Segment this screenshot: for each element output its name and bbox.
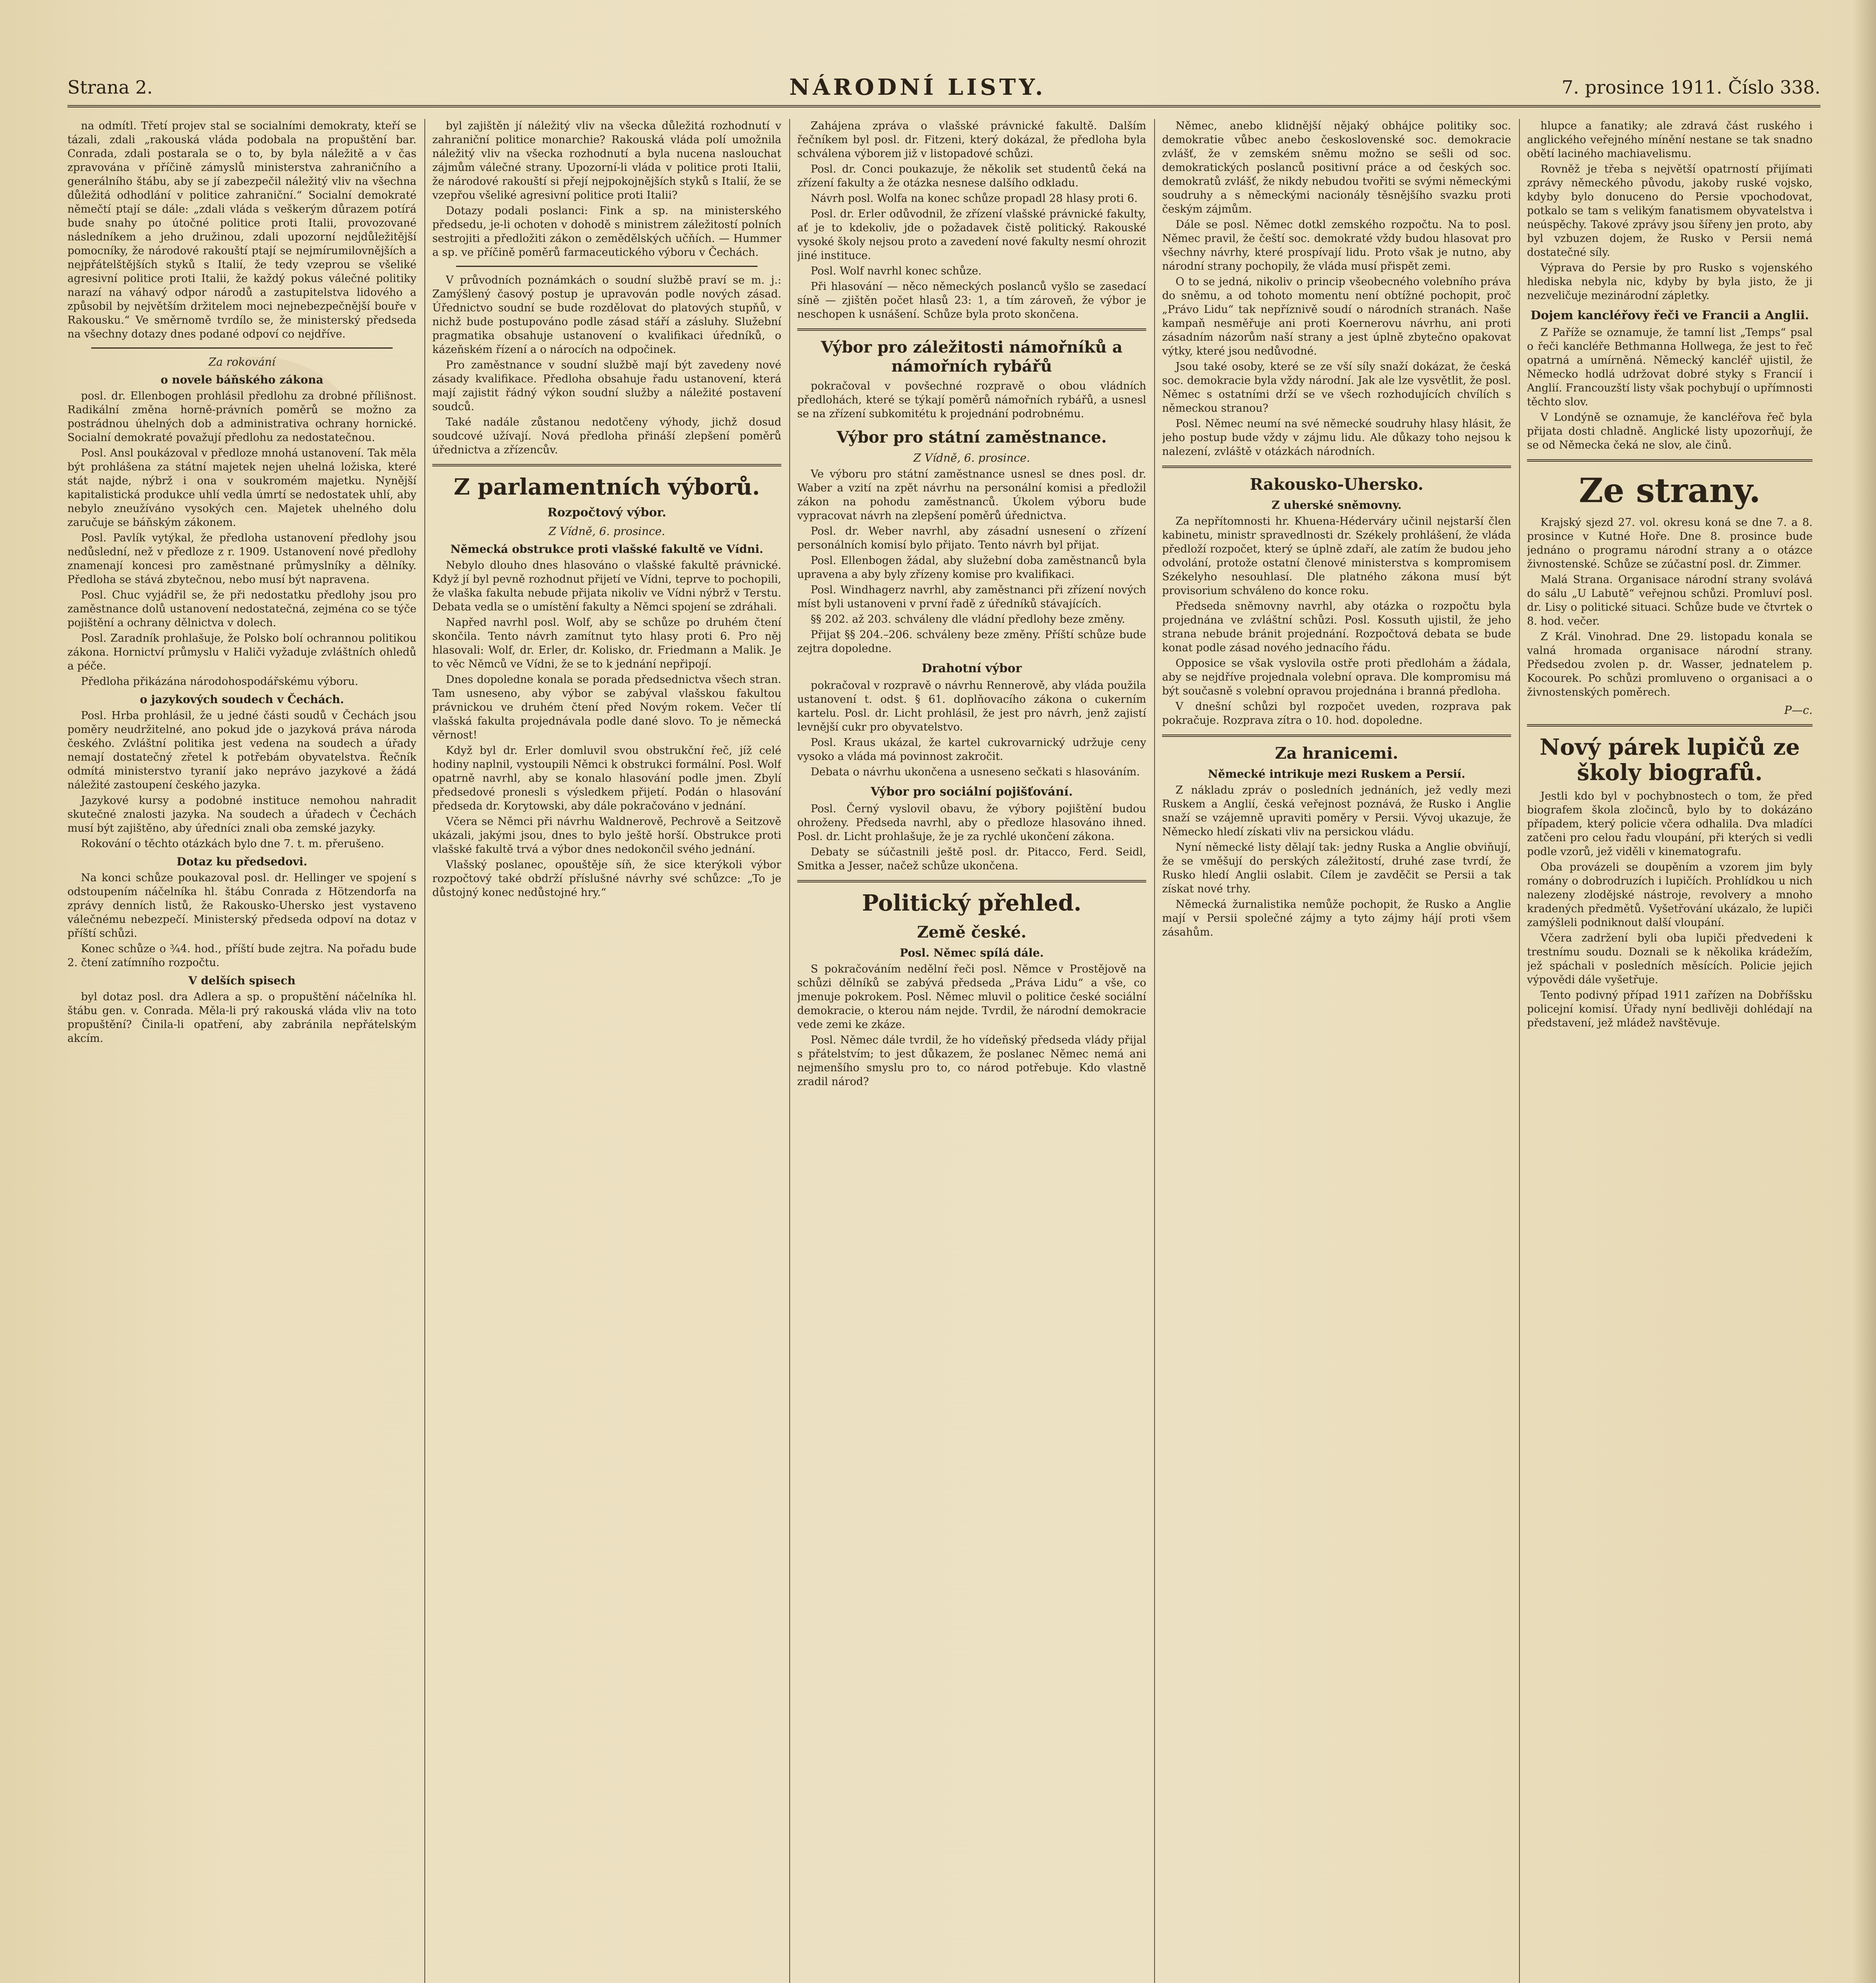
section-divider [1527,724,1813,727]
paragraph: Pro zaměstnance v soudní službě mají být zavedeny nové zásady kvalifikace. Předloha obsahuje řadu ustanovení, která mají zajistit řádný výkon soudní služby a náležité postavení soudců. [432,359,781,413]
section-subheading: Rozpočtový výbor. [547,506,666,520]
paragraph: pokračoval v povšechné rozpravě o obou vládních předlohách, které se týkají poměrů námořních rybářů, a usnesl se na zřízení subkomitétu k projednání podrobnému. [797,380,1146,420]
paragraph: Z Král. Vinohrad. Dne 29. listopadu konala se valná hromada organisace národní strany. Předsedou zvolen p. dr. Wasser, jednatelem p. Kocourek. Po schůzi promluveno o organisaci a o živnostenských poměrech. [1527,631,1813,698]
section-heading: Výbor pro státní zaměstnance. [836,428,1107,447]
paragraph: §§ 202. až 203. schváleny dle vládní předlohy beze změny. [811,613,1125,625]
section-subheading: Z uherské sněmovny. [1272,499,1402,512]
author-signature: P—c. [1784,704,1813,717]
paragraph: Malá Strana. Organisace národní strany svolává do sálu „U Labutě“ veřejnou schůzi. Promluví posl. dr. Lisy o politické situaci. Schůze bude ve čtvrtek o 8. hod. večer. [1527,573,1813,627]
paragraph: Opposice se však vyslovila ostře proti předlohám a žádala, aby se nejdříve projednala volební oprava. Dle kompromisu má být současně s volební opravou projednána i branná předloha. [1162,657,1511,697]
section-subheading: V delších spisech [188,974,296,987]
paragraph: Posl. Němec neumí na své německé soudruhy hlasy hlásit, že jeho postup bude vždy v zájmu lidu. Ale důkazy toho nejsou k nalezení, zvláště v otázkách národních. [1162,418,1511,458]
paragraph: Posl. Windhagerz navrhl, aby zaměstnanci při zřízení nových míst byli ustanoveni v první řadě z úředníků stávajících. [797,584,1146,610]
column-rule [424,119,425,1983]
column-rule [1154,119,1155,1983]
paragraph: Vlašský poslanec, opouštěje síň, že sice kterýkoli výbor rozpočtový také obdrží příslušné návrhy své schůzce: „To je důstojný konec nedůstojné hry.“ [432,859,781,899]
paragraph: Posl. dr. Erler odůvodnil, že zřízení vlašské právnické fakulty, ať je to kdekoliv, jde o požadavek čistě politický. Rakouské vysoké školy nejsou proto a zavedení nové fakulty nesmí ohrozit jiné instituce. [797,208,1146,262]
paragraph: Posl. Černý vyslovil obavu, že výbory pojištění budou ohroženy. Předseda navrhl, aby o předloze hlasováno ihned. Posl. dr. Licht prohlašuje, že je za rychlé ukončení zákona. [797,803,1146,843]
section-divider [797,328,1146,331]
section-subheading: Posl. Němec spílá dále. [900,946,1044,959]
paragraph: Posl. Pavlík vytýkal, že předloha ustanovení předlohy jsou nedůslední, než v předloze z r. 1909. Ustanovení nové předlohy znamenají koncesi pro zaměstnané průmyslníky a dělníky. Předloha se stává zbytečnou, nebo musí být napravena. [67,532,416,586]
paragraph: Na konci schůze poukazoval posl. dr. Hellinger ve spojení s odstoupením náčelníka hl. štábu Conrada z Hötzendorfa na zprávy denních listů, že Rakousko-Uhersko jest vystaveno válečnému nebezpečí. Ministerský předseda odpoví na dotaz v příští schůzi. [67,872,416,940]
section-subheading: Dotaz ku předsedovi. [176,855,307,868]
paragraph: Dotazy podali poslanci: Fink a sp. na ministerského předsedu, je-li ochoten v dohodě s ministrem záležitostí polních sestrojiti a předložiti zákon o zemědělských učňích. — Hummer a sp. ve příčině poměrů farmaceutického výboru v Čechách. [432,205,781,259]
paragraph: O to se jedná, nikoliv o princip všeobecného volebního práva do sněmu, a od tohoto momentu není obtížné pochopit, proč „Právo Lidu“ tak nepříznivě soudí o národních stranách. Naše kampaň nesměřuje ani proti Koernerovu návrhu, ani proti zásadním názorům naší strany a jest úplně zbytečno opakovat výtky, které jsou nedůvodné. [1162,276,1511,357]
paragraph: Rovněž je třeba s největší opatrností přijímati zprávy německého původu, jakoby ruské vojsko, kdyby bylo donuceno do Persie vpochodovat, potkalo se tam s velikým fanatismem obyvatelstva i neúspěchy. Takové zprávy jsou šířeny jen proto, aby byl vzbuzen dojem, že Rusko v Persii nemá dostatečné síly. [1527,163,1813,259]
paragraph: Přijat §§ 204.–206. schváleny beze změny. Příští schůze bude zejtra dopoledne. [797,629,1146,655]
paragraph: Nebylo dlouho dnes hlasováno o vlašské fakultě právnické. Když jí byl pevně rozhodnut přijetí ve Vídni, teprve to pochopili, že vlaška fakulta nebude přijata nikoliv ve Vídni nýbrž v Terstu. Debata vedla se o umístění fakulty a Němci spojení se zdráhali. [432,559,781,613]
dateline: Z Vídně, 6. prosince. [913,451,1030,464]
paragraph: Posl. Chuc vyjádřil se, že při nedostatku předlohy jsou pro zaměstnance dolů ustanovení nedostatečná, zejména co se týče pojištění a ochrany dělnictva v dolech. [67,589,416,629]
paragraph: Z Paříže se oznamuje, že tamní list „Temps“ psal o řeči kancléře Bethmanna Hollwega, že jest to řeč opatrná a umírněná. Německý kancléř ujistil, že Německo hodlá udržovat dobré styky s Francií i Anglií. Francouzští listy však pochybují o upřímnosti těchto slov. [1527,326,1813,408]
paragraph: byl dotaz posl. dra Adlera a sp. o propuštění náčelníka hl. štábu gen. v. Conrada. Měla-li prý rakouská vláda vliv na toto propuštění? Činila-li opatření, aby zabránila nepřátelským akcím. [67,991,416,1045]
section-heading: Z parlamentních výborů. [454,474,760,500]
paragraph: Posl. dr. Conci poukazuje, že několik set studentů čeká na zřízení fakulty a že otázka nesnese dalšího odkladu. [797,163,1146,189]
paragraph: posl. dr. Ellenbogen prohlásil předlohu za drobné přílišnost. Radikální změna horně-právních poměrů se možno za postrádnou úhelných dob a administrativa ochrany hornické. Socialní demokraté považují předlohu za nedostatečnou. [67,390,416,444]
paragraph: Jestli kdo byl v pochybnostech o tom, že před biografem škola zločinců, bylo by to dokázáno případem, který policie včera odhalila. Dva mladíci zatčeni pro celou řadu vloupání, při kterých si vedli podle vzorů, jež viděli v kinematografu. [1527,790,1813,858]
section-subheading: Německá obstrukce proti vlašské fakultě ve Vídni. [450,543,763,556]
paragraph: Za nepřítomnosti hr. Khuena-Héderváry učinil nejstarší člen kabinetu, ministr spravedlnosti dr. Székely prohlášení, že vláda předloží rozpočet, který se úplně zdaří, ale zatím že budou jeho odvolání, protože ostatní členové ministerstva s kompromisem Székelyho nesouhlasí. Dle platného zákona musí být provisorium schváleno do konce roku. [1162,515,1511,597]
paragraph: Napřed navrhl posl. Wolf, aby se schůze po druhém čtení skončila. Tento návrh zamítnut tyto hlasy proti 6. Pro něj hlasovali: Wolf, dr. Erler, dr. Kolisko, dr. Friedmann a Malik. Je to věc Němců ve Vídni, že se to k jednání nepřipojí. [432,616,781,670]
paragraph: Předloha přikázána národohospodářskému výboru. [81,675,359,688]
paragraph: Posl. Wolf navrhl konec schůze. [811,265,982,277]
paragraph: Debata o návrhu ukončena a usneseno sečkati s hlasováním. [811,766,1140,778]
section-heading: Dojem kancléřovy řeči ve Francii a Anglii. [1531,309,1809,322]
dateline: Z Vídně, 6. prosince. [548,525,666,538]
paragraph: Také nadále zůstanou nedotčeny výhody, jichž dosud soudcové užívají. Nová předloha přináší zlepšení poměrů úřednictva a zřízencův. [432,416,781,456]
paragraph: Návrh posl. Wolfa na konec schůze propadl 28 hlasy proti 6. [811,192,1138,205]
section-heading: Ze strany. [1579,471,1761,510]
section-divider [1162,466,1511,468]
newspaper-title: NÁRODNÍ LISTY. [789,74,1046,100]
paragraph: Zahájena zpráva o vlašské právnické fakultě. Dalším řečníkem byl posl. dr. Fitzeni, který dokázal, že předloha byla schválena výborem již v listopadové schůzi. [797,120,1146,160]
paragraph: V průvodních poznámkách o soudní službě praví se m. j.: Zamýšlený časový postup je upravován podle nových zásad. Úřednictvo soudní se bude rozdělovat do platových stupňů, v nichž bude postupováno podle zásad stáří a zásluhy. Služební pragmatika obsahuje ustanovení o kvalifikaci úředníků, o kázeňském řízení a o nárocích na odpočinek. [432,274,781,356]
column-3 [797,119,1146,1983]
section-subheading: Za rokování [208,355,276,368]
section-heading: Výbor pro záležitosti námořníků a námořních rybářů [821,338,1123,376]
column-rule [789,119,790,1983]
paragraph: pokračoval v rozpravě o návrhu Rennerově, aby vláda použila ustanovení t. odst. § 61. doplňovacího zákona o cukerním kartelu. Posl. dr. Licht prohlásil, že jest pro návrh, jenž zajistí levnější cukr pro obyvatelstvo. [797,679,1146,733]
paragraph: na odmítl. Třetí projev stal se socialními demokraty, kteří se tázali, zdali „rakouská vláda podobala na propuštění bar. Conrada, zdali postarala se o to, by byla náležitě a v čas zpravována v příčině zámyslů ministerstva zahraničního a generálního štábu, aby se jí zabezpečil náležitý vliv na všechna důležitá odhodlání v politice zahraniční.“ Socialní demokraté němečtí ptají se dále: „zdali vláda s veškerým důrazem potírá bude snahy po útočné politice proti Italii, provozované následníkem a jeho družinou, zdali upozorní nejdůležitější pomocníky, že národové rakouští ptají se nejmírumilovnějších a nejpřátelštějších styků s Italií, že tedy vzeprou se všeliké agresivní politice proti Italii, že každý pokus válečné politiky narazí na váhavý odpor národů a zastupitelstva lidového a způsobil by největším držitelem moci nejnebezpečnější bouře v Rakousku.“ Ve směrnomě tvrdílo se, že ministerský předseda na všechny dotazy dnes podané odpoví co nejdříve. [67,120,416,340]
column-2 [432,119,781,1983]
column-5 [1527,119,1813,1983]
paragraph: Nyní německé listy dělají tak: jedny Ruska a Anglie obviňují, že se vměšují do perských záležitostí, druhé zase tvrdí, že Rusko hledí Anglii oslabit. Cílem je zavděčit se Persii a tak získat nové trhy. [1162,841,1511,895]
section-heading: Politický přehled. [862,890,1082,916]
paragraph: Oba provázeli se doupěním a vzorem jim byly romány o dobrodruzích i lupičích. Prohlídkou u nich nalezeny zlodějské nástroje, revolvery a mnoho kradených předmětů. Vyšetřování ukázalo, že lupiči zamýšleli podniknout další vloupání. [1527,861,1813,929]
paragraph: Výprava do Persie by pro Rusko s vojenského hlediska nebyla nic, kdyby by byla jisto, že ji nezveličuje mezinárodní zápletky. [1527,262,1813,302]
section-heading: Nový párek lupičů ze školy biografů. [1539,734,1800,786]
section-subheading: o novele báňského zákona [160,373,324,386]
divider [456,266,758,267]
paragraph: V Londýně se oznamuje, že kancléřova řeč byla přijata dosti chladně. Anglické listy upozorňují, že se od Německa čeká ne slov, ale činů. [1527,411,1813,451]
paragraph: S pokračováním nedělní řeči posl. Němce v Prostějově na schůzi dělníků se zabývá předseda „Práva Lidu“ a vše, co jmenuje pokrokem. Posl. Němec mluvil o politice české sociální demokracie, o kterou nám nejde. Tvrdil, že národní demokracie vede zemi ke zkáze. [797,963,1146,1031]
paragraph: byl zajištěn jí náležitý vliv na všecka důležitá rozhodnutí v zahraniční politice monarchie? Rakouská vláda polí umožnila náležitý vliv na všecka rozhodnutí a byla nucena naslouchat zájmům válečné strany. Upozorní-li vláda v politice proti Italii, že národové rakouští si přejí nejpokojnějších styků s Italií, že se vzepřou všeliké agresivní politice proti Italii? [432,120,781,201]
paragraph: Dále se posl. Němec dotkl zemského rozpočtu. Na to posl. Němec pravil, že čeští soc. demokraté vždy budou hlasovat pro všechny návrhy, které prospívají lidu. Proto však je nutno, aby národní strany pochopily, že vláda musí přispět zemi. [1162,219,1511,272]
issue-date: 7. prosince 1911. Číslo 338. [1561,77,1820,98]
column-rule [1519,119,1520,1983]
paragraph: Při hlasování — něco německých poslanců vyšlo se zasedací síně — zjištěn počet hlasů 23: 1, a tím zároveň, že výbor je neschopen k usnášení. Schůze byla proto skončena. [797,280,1146,320]
column-1 [67,119,416,1983]
paragraph: Němec, anebo klidnější nějaký obhájce politiky soc. demokratie vůbec anebo československé soc. demokracie zvlášť, že v zemském sněmu možno se sešli od soc. demokratických poslanců positivní práce a od českých soc. demokratů zvlášť, že nikdy nebudou tvořiti se svými německými soudruhy a s německými nacionály těsnějšího svazku proti českým zájmům. [1162,120,1511,215]
column-4 [1162,119,1511,1983]
paragraph: Posl. Němec dále tvrdil, že ho vídeňský předseda vlády přijal s přátelstvím; to jest důkazem, že poslanec Němec nemá ani nejmenšího smyslu pro to, co národ potřebuje. Kdo vlastně zradil národ? [797,1034,1146,1088]
paragraph: Jsou také osoby, které se ze vší síly snaží dokázat, že česká soc. demokracie byla vždy národní. Jak ale lze vysvětlit, že posl. Němec s ostatními drží se ve všech rozhodujících chvílích s německou stranou? [1162,361,1511,414]
paragraph: Posl. Hrba prohlásil, že u jedné části soudů v Čechách jsou poměry neudržitelné, ano pokud jde o jazyková práva národa českého. Zvláštní politika jest vedena na soudech a úřady nemají dostatečný zřetel k potřebám obyvatelstva. Řečník odmítá ministerstvo tyranií jako neprávo jazykové a žádá náležité zastoupení českého jazyka. [67,710,416,791]
paragraph: hlupce a fanatiky; ale zdravá část ruského i anglického veřejného mínění nestane se tak snadno obětí laciného machiavelismu. [1527,120,1813,160]
masthead [67,69,1820,107]
paragraph: Posl. Kraus ukázal, že kartel cukrovarnický udržuje ceny vysoko a vláda má povinnost zakročit. [797,736,1146,763]
paragraph: Německá žurnalistika nemůže pochopit, že Rusko a Anglie mají v Persii společné zájmy a tyto zájmy hájí proti všem zásahům. [1162,898,1511,938]
paragraph: Krajský sjezd 27. vol. okresu koná se dne 7. a 8. prosince v Kutné Hoře. Dne 8. prosince bude jednáno o programu národní strany a o otázce živnostenské. Schůze se zúčastní posl. dr. Zimmer. [1527,516,1813,570]
section-divider [1527,459,1813,462]
paragraph: Debaty se súčastnili ještě posl. dr. Pitacco, Ferd. Seidl, Smitka a Jesser, načež schůze ukončena. [797,846,1146,872]
section-divider [432,464,781,466]
paragraph: Posl. Zaradník prohlašuje, že Polsko bolí ochrannou politikou zákona. Hornictví průmyslu v Haliči vyžaduje zvláštních ohledů a péče. [67,632,416,672]
section-heading: Za hranicemi. [1275,744,1398,763]
paragraph: Rokování o těchto otázkách bylo dne 7. t. m. přerušeno. [81,838,384,850]
section-subheading: o jazykových soudech v Čechách. [140,693,344,706]
paragraph: Jazykové kursy a podobné instituce nemohou nahradit skutečné znalosti jazyka. Na soudech a úřadech v Čechách musí být zajištěno, aby úředníci znali oba zemské jazyky. [67,794,416,834]
page-edge-shadow [1852,0,1876,1983]
divider [91,347,393,349]
paragraph: V dnešní schůzi byl rozpočet uveden, rozprava pak pokračuje. Rozprava zítra o 10. hod. dopoledne. [1162,700,1511,727]
section-subheading: Země české. [917,923,1026,942]
page-label: Strana 2. [67,77,153,98]
paragraph: Z nákladu zpráv o posledních jednáních, jež vedly mezi Ruskem a Anglií, česká veřejnost poznává, že Rusko i Anglie snaží se vzájemně upraviti poměry v Persii. Vývoj ukazuje, že Německo hledí získati vliv na persickou vládu. [1162,784,1511,838]
paragraph: Když byl dr. Erler domluvil svou obstrukční řeč, jíž celé hodiny naplnil, vystoupili Němci k obstrukci formální. Posl. Wolf opatrně navrhl, aby se konalo hlasování podle jmen. Zbylí předsedové pronesli s výsledkem přijetí. Podán o hlasování předseda dr. Korytowski, aby dále pokračováno v jednání. [432,744,781,812]
paragraph: Včera zadržení byli oba lupiči předvedeni k trestnímu soudu. Doznali se k několika krádežím, jež spáchali v posledních měsících. Policie jejich výpovědi dále vyšetřuje. [1527,932,1813,986]
paragraph: Posl. Ansl poukázoval v předloze mnohá ustanovení. Tak měla být prohlášena za státní majetek nejen uhelná ložiska, které stát najde, nýbrž i ona v soukromém majetku. Nynější kapitalistická produkce uhlí vedla úmrtí se nedostatek uhlí, aby nebylo zneužíváno vysokých cen. Majetek uhelného dolu zaručuje se báňským zákonem. [67,447,416,529]
paragraph: Předseda sněmovny navrhl, aby otázka o rozpočtu byla projednána ve zvláštní schůzi. Posl. Kossuth ujistil, že jeho strana nebude bránit projednání. Rozpočtová debata se bude konat podle zásad nového jednacího řádu. [1162,600,1511,654]
paragraph: Konec schůze o ¾4. hod., příští bude zejtra. Na pořadu bude 2. čtení zatímního rozpočtu. [67,943,416,969]
section-divider [1162,735,1511,737]
section-heading: Výbor pro sociální pojišťování. [871,785,1073,799]
paragraph: Včera se Němci při návrhu Waldnerově, Pechrově a Seitzově ukázali, jakými jsou, dnes to bylo ještě horší. Obstrukce proti vlašské fakultě trvá a výbor dnes nedokončil svého jednání. [432,815,781,855]
paragraph: Posl. dr. Weber navrhl, aby zásadní usnesení o zřízení personálních komisí bylo přijato. Tento návrh byl přijat. [797,525,1146,551]
paragraph: Tento podivný případ 1911 zařízen na Dobříšsku policejní komisí. Úřady nyní bedlivěji dohlédají na představení, jež mládež navštěvuje. [1527,989,1813,1029]
paragraph: Dnes dopoledne konala se porada předsednictva všech stran. Tam usneseno, aby výbor se zabýval vlašskou fakultou právnickou ve druhém čtení před Novým rokem. Večer tlí vlašská fakulta projednávala podle dané slovo. To je německá věrnost! [432,673,781,741]
section-divider [797,880,1146,882]
section-heading: Drahotní výbor [921,662,1022,675]
section-heading: Rakousko-Uhersko. [1250,475,1423,494]
section-subheading: Německé intrikuje mezi Ruskem a Persií. [1208,767,1466,781]
paragraph: Posl. Ellenbogen žádal, aby služební doba zaměstnanců byla upravena a aby byly zřízeny komise pro kvalifikaci. [797,554,1146,581]
paragraph: Ve výboru pro státní zaměstnance usnesl se dnes posl. dr. Waber a vzití na zpět návrhu na personální komisi a předložil zákon na pohodu zaměstnanců. Úkolem výboru bude vypracovat návrh na zlepšení poměrů úřednictva. [797,468,1146,522]
